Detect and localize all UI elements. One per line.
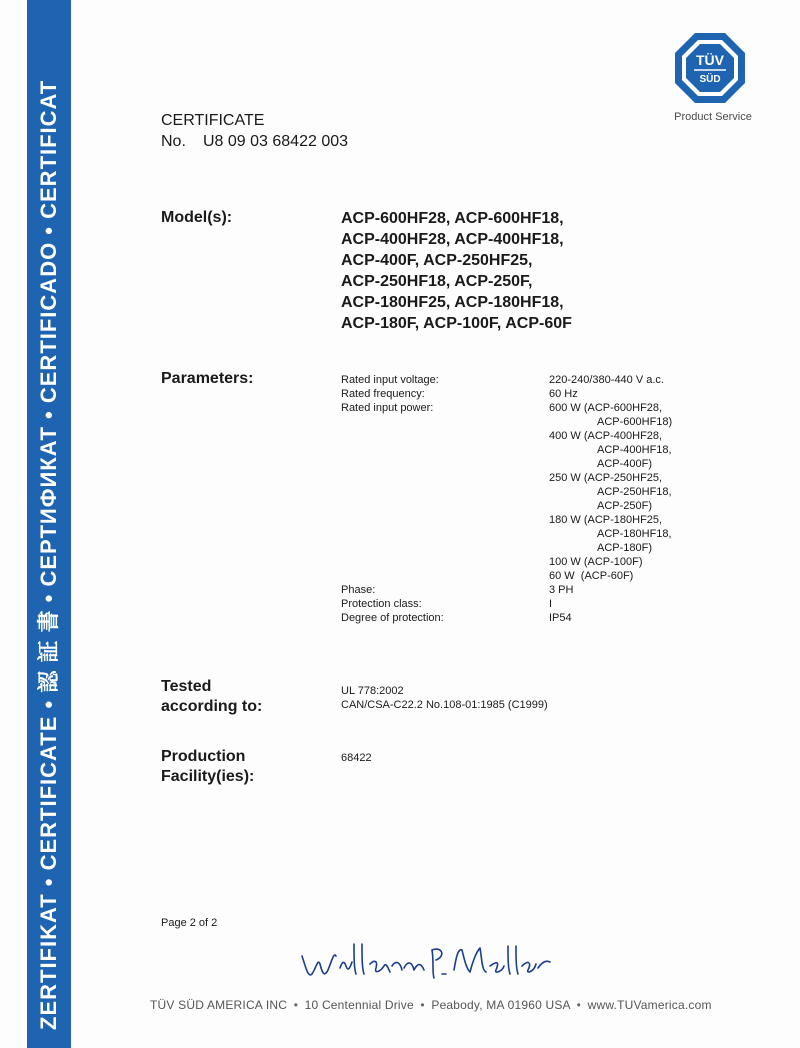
param-row	[341, 583, 721, 597]
param-key: Rated input power:	[341, 402, 434, 414]
facility-value: 68422	[341, 752, 372, 764]
footer-website: www.TUVamerica.com	[587, 998, 712, 1012]
model-line: ACP-400HF28, ACP-400HF18,	[341, 231, 564, 248]
param-value-list	[549, 401, 721, 583]
param-row	[341, 387, 721, 401]
tested-label	[161, 677, 262, 717]
parameters-table	[341, 373, 721, 625]
footer-company: TÜV SÜD AMERICA INC	[150, 998, 288, 1012]
param-value: 60 Hz	[549, 388, 578, 400]
models-list	[341, 208, 661, 334]
certificate-title: CERTIFICATE	[161, 112, 265, 129]
param-row	[341, 373, 721, 387]
power-line: ACP-180F)	[597, 542, 653, 554]
banner-text: ZERTIFIKAT • CERTIFICATE • 認 証 書 • СЕРТИФИКАТ • CERTIFICADO • CERTIFICAT	[36, 79, 61, 1030]
footer-city: Peabody, MA 01960 USA	[431, 998, 571, 1012]
power-line: ACP-600HF18)	[597, 416, 673, 428]
param-key: Degree of protection:	[341, 612, 444, 624]
model-line: ACP-180HF25, ACP-180HF18,	[341, 294, 564, 311]
standard-line: UL 778:2002	[341, 685, 404, 697]
logo-top-text: TÜV	[696, 52, 724, 68]
model-line: ACP-400F, ACP-250HF25,	[341, 252, 533, 269]
param-key: Protection class:	[341, 598, 422, 610]
footer-separator: •	[576, 998, 582, 1012]
power-line: 600 W (ACP-600HF28,	[549, 402, 663, 414]
model-line: ACP-180F, ACP-100F, ACP-60F	[341, 315, 572, 332]
power-line: ACP-250F)	[597, 500, 653, 512]
power-line: 100 W (ACP-100F)	[549, 556, 643, 568]
tested-standards	[341, 684, 548, 712]
power-line: 400 W (ACP-400HF28,	[549, 430, 663, 442]
logo-caption: Product Service	[674, 111, 752, 123]
footer-separator: •	[420, 998, 425, 1012]
power-line: 60 W (ACP-60F)	[549, 570, 634, 582]
models-label: Model(s):	[161, 209, 233, 226]
power-line: ACP-250HF18,	[597, 486, 672, 498]
certificate-number: U8 09 03 68422 003	[203, 133, 349, 150]
certificate-number-line	[161, 133, 348, 151]
footer-separator: •	[293, 998, 299, 1012]
power-line: ACP-180HF18,	[597, 528, 672, 540]
facility-label-line1: Production	[161, 748, 246, 765]
param-value: IP54	[549, 612, 572, 624]
param-value: 3 PH	[549, 584, 574, 596]
param-key: Rated input voltage:	[341, 374, 439, 386]
certificate-banner	[27, 0, 71, 1048]
parameters-label: Parameters:	[161, 370, 254, 387]
param-row	[341, 401, 721, 583]
model-line: ACP-600HF28, ACP-600HF18,	[341, 210, 564, 227]
tested-label-line2: according to:	[161, 698, 263, 715]
power-line: 180 W (ACP-180HF25,	[549, 514, 663, 526]
power-line: ACP-400F)	[597, 458, 653, 470]
footer-street: 10 Centennial Drive	[304, 998, 414, 1012]
power-line: 250 W (ACP-250HF25,	[549, 472, 663, 484]
standard-line: CAN/CSA-C22.2 No.108-01:1985 (C1999)	[341, 699, 548, 711]
footer-address	[150, 998, 750, 1012]
param-row	[341, 597, 721, 611]
param-value: I	[549, 598, 553, 610]
page-number: Page 2 of 2	[161, 917, 218, 929]
param-key: Phase:	[341, 584, 376, 596]
signature	[296, 938, 556, 984]
param-key: Rated frequency:	[341, 388, 425, 400]
facility-label	[161, 747, 254, 787]
model-line: ACP-250HF18, ACP-250F,	[341, 273, 533, 290]
param-value: 220-240/380-440 V a.c.	[549, 374, 664, 386]
certificate-no-label: No.	[161, 133, 186, 150]
param-row	[341, 611, 721, 625]
tested-label-line1: Tested	[161, 678, 212, 695]
logo-bottom-text: SÜD	[699, 74, 721, 85]
power-line: ACP-400HF18,	[597, 444, 672, 456]
tuv-sud-logo	[674, 32, 746, 104]
facility-label-line2: Facility(ies):	[161, 768, 255, 785]
